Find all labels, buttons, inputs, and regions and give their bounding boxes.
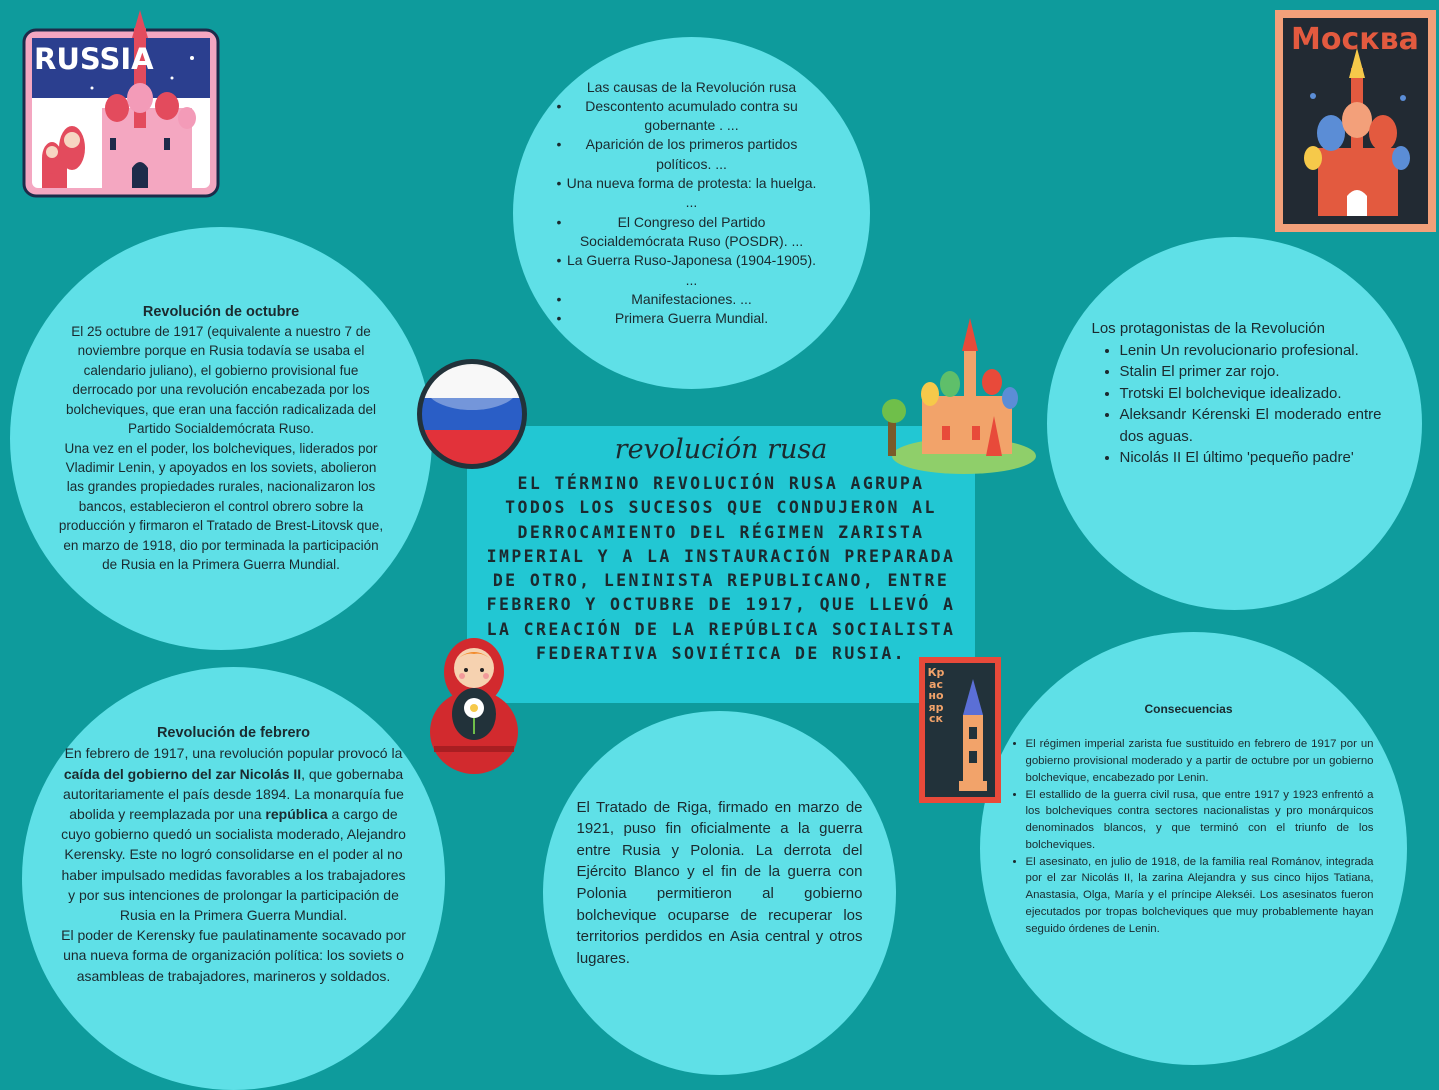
february-text-2: , que gobernaba autoritariamente el país desde 1894. La monarquía fue abolida y reemplazada por una <box>63 765 404 822</box>
protagonists-circle <box>1047 237 1422 610</box>
cause-item: • Descontento acumulado contra su gobernante . ... <box>567 97 817 136</box>
consequence-item: • El asesinato, en julio de 1918, de la familia real Románov, integrada por el zar Nicolás II, la zarina Alejandra y sus cinco hijos Tatiana, Anastasia, Olga, María y el príncipe Alekséi. Los asesinatos fueron ejecutados por tropas bolcheviques que muy probablemente hayan seguido órdenes de Lenin. <box>1026 854 1374 938</box>
consequences-list <box>1014 736 1374 938</box>
russia-sticker <box>22 8 220 198</box>
october-paragraph-1: El 25 octubre de 1917 (equivalente a nuestro 7 de noviembre porque en Rusia todavía se usaba el calendario juliano), el gobierno provisional fue derrocado por una revolución encabezada por los bolcheviques, que eran una facción radicalizada del Partido Socialdemócrata Ruso. <box>66 324 376 437</box>
cause-item: • Manifestaciones. ... <box>567 290 817 309</box>
center-body: EL TÉRMINO REVOLUCIÓN RUSA AGRUPA TODOS LOS SUCESOS QUE CONDUJERON AL DERROCAMIENTO DEL RÉGIMEN ZARISTA IMPERIAL Y A LA INSTAURACIÓN PREPARADA DE OTRO, LENINISTA REPUBLICANO, ENTRE FEBRERO Y OCTUBRE DE 1917, QUE LLEVÓ A LA CREACIÓN DE LA REPÚBLICA SOCIALISTA FEDERATIVA SOVIÉTICA DE RUSIA. <box>486 474 956 664</box>
kremlin-illustration <box>882 316 1038 476</box>
cause-item: • El Congreso del Partido Socialdemócrata Ruso (POSDR). ... <box>567 213 817 252</box>
cause-item: • Una nueva forma de protesta: la huelga. ... <box>567 174 817 213</box>
february-circle <box>22 667 445 1090</box>
causes-title: Las causas de la Revolución rusa <box>586 78 797 95</box>
february-text-1: En febrero de 1917, una revolución popular provocó la <box>64 745 403 762</box>
moscow-stamp <box>1273 8 1438 234</box>
russian-flag-icon <box>416 358 528 470</box>
riga-text: El Tratado de Riga, firmado en marzo de 1921, puso fin oficialmente a la guerra entre Rusia y Polonia. La derrota del Ejército Blanco y el fin de la guerra con Polonia permitieron al gobierno bolchevique ocuparse de recuperar los territorios perdidos en Asia central y otros lugares. <box>576 798 863 967</box>
february-text-3: a cargo de cuyo gobierno quedó un socialista moderado, Alejandro Kerensky. Este no logró consolidarse en el poder al no haber impulsado medidas favorables a los trabajadores y por sus intenciones de prolongar la participación de Rusia en la Primera Guerra Mundial. <box>61 805 406 923</box>
center-title: revolución rusa <box>614 434 828 465</box>
cause-item: • Primera Guerra Mundial. <box>567 309 817 328</box>
protagonist-item: • Aleksandr Kérenski El moderado entre dos aguas. <box>1120 404 1382 447</box>
protagonist-item: • Lenin Un revolucionario profesional. <box>1120 340 1382 362</box>
consequences-circle <box>980 632 1407 1065</box>
february-paragraph-1 <box>59 743 409 925</box>
krasnoyarsk-label: Красноярск <box>927 666 945 725</box>
protagonists-list <box>1092 340 1382 469</box>
cause-item: • La Guerra Ruso-Japonesa (1904-1905). ... <box>567 251 817 290</box>
protagonists-title: Los protagonistas de la Revolución <box>1091 320 1325 338</box>
russia-label: RUSSIA <box>34 42 154 76</box>
protagonist-item: • Stalin El primer zar rojo. <box>1120 361 1382 383</box>
causes-list <box>567 97 817 329</box>
consequences-title: Consecuencias <box>1144 702 1233 717</box>
cause-item: • Aparición de los primeros partidos políticos. ... <box>567 135 817 174</box>
october-title: Revolución de octubre <box>142 303 300 320</box>
october-paragraph-2: Una vez en el poder, los bolcheviques, liderados por Vladimir Lenin, y apoyados en los soviets, abolieron las grandes propiedades rurales, nacionalizaron los bancos, establecieron el control obrero sobre la producción y firmaron el Tratado de Brest-Litovsk que, en marzo de 1918, dio por terminada la participación de Rusia en la Primera Guerra Mundial. <box>58 440 384 572</box>
february-title: Revolución de febrero <box>156 725 311 742</box>
consequence-item: • El régimen imperial zarista fue sustituido en febrero de 1917 por un gobierno provisional moderado y a partir de octubre por un gobierno bolchevique, encabezado por Lenin. <box>1026 736 1374 786</box>
february-bold-2: república <box>265 805 328 822</box>
protagonist-item: • Nicolás II El último 'pequeño padre' <box>1120 447 1382 469</box>
matryoshka-doll-icon <box>428 636 520 776</box>
february-bold-1: caída del gobierno del zar Nicolás II <box>63 765 302 782</box>
causes-circle <box>513 37 870 389</box>
moscow-label: Москва <box>1291 22 1419 57</box>
protagonist-item: • Trotski El bolchevique idealizado. <box>1120 383 1382 405</box>
october-circle <box>10 227 432 650</box>
krasnoyarsk-stamp <box>917 655 1003 805</box>
riga-circle <box>543 711 896 1075</box>
february-paragraph-2: El poder de Kerensky fue paulatinamente socavado por una nueva forma de organización política: los soviets o asambleas de trabajadores, marineros y soldados. <box>61 927 406 984</box>
consequence-item: • El estallido de la guerra civil rusa, que entre 1917 y 1923 enfrentó a los bolcheviques contra sectores nacionalistas y pro monárquicos denominados blancos, y que terminó con el triunfo de los bolcheviques. <box>1026 787 1374 854</box>
